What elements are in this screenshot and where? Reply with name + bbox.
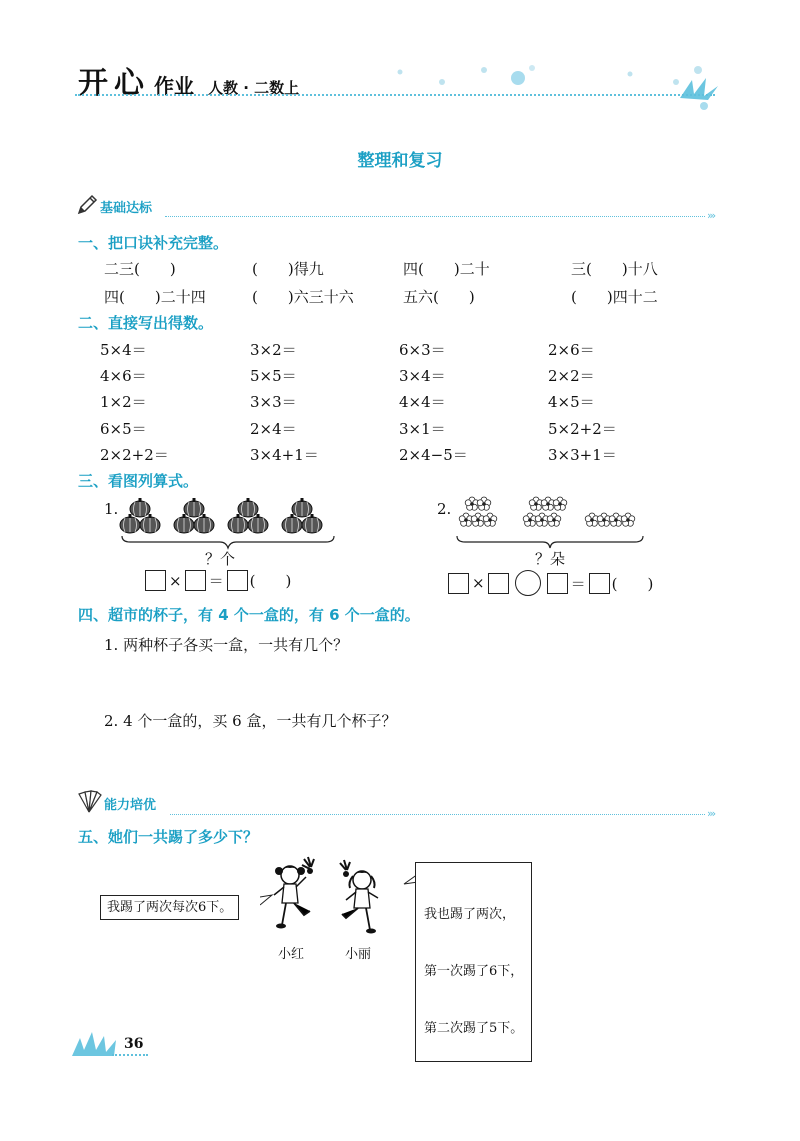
q2-r5-c2: 3×4+1＝ xyxy=(250,446,319,464)
flower-icon xyxy=(477,497,491,510)
pumpkin-icon xyxy=(292,498,312,517)
q2-r3-c4: 4×5＝ xyxy=(548,393,595,411)
flower-icon xyxy=(529,497,543,510)
q1-r1-c3: 四( )二十 xyxy=(403,260,490,278)
pumpkin-icon xyxy=(130,498,150,517)
answer-box[interactable] xyxy=(185,570,206,591)
flower-icon xyxy=(541,497,555,510)
flower-icon xyxy=(547,513,561,526)
answer-box[interactable] xyxy=(589,573,610,594)
q1-r1-c1: 二三( ) xyxy=(104,260,176,278)
q1-r1-c2: ( )得九 xyxy=(252,260,324,278)
flower-icon xyxy=(597,513,611,526)
header-rule xyxy=(75,94,715,96)
q1-r2-c2: ( )六三十六 xyxy=(252,288,354,306)
speech-bubble-right xyxy=(415,862,532,1062)
footer-dots xyxy=(112,1054,148,1056)
bubble-right-line-3: 第二次踢了5下。 xyxy=(424,1021,524,1036)
answer-box[interactable] xyxy=(547,573,568,594)
q2-r1-c3: 6×3＝ xyxy=(399,341,446,359)
section-basic-rule xyxy=(165,216,705,217)
answer-box[interactable] xyxy=(488,573,509,594)
bubble-right-line-1: 我也踢了两次， xyxy=(424,907,516,922)
q2-heading: 二、直接写出得数。 xyxy=(78,314,214,332)
q2-r3-c3: 4×4＝ xyxy=(399,393,446,411)
fan-icon xyxy=(76,790,102,814)
answer-box[interactable] xyxy=(448,573,469,594)
header-subtitle: 人教 · 二数上 xyxy=(208,79,300,97)
q2-r2-c1: 4×6＝ xyxy=(100,367,147,385)
pumpkin-group-illustration xyxy=(118,497,338,537)
girl-xiaohong-illustration xyxy=(268,855,328,935)
q2-r1-c2: 3×2＝ xyxy=(250,341,297,359)
flower-icon xyxy=(471,513,485,526)
name-xiaohong: 小红 xyxy=(278,947,305,962)
page-title: 整理和复习 xyxy=(357,151,443,171)
q3-p1-equation xyxy=(145,570,291,591)
section-basic-arrow-icon: ››› xyxy=(707,209,715,222)
times-sign: × xyxy=(169,571,182,590)
header-bubbles-decoration xyxy=(380,60,730,120)
q5-heading: 五、她们一共踢了多少下？ xyxy=(78,828,259,846)
pumpkin-icon xyxy=(184,498,204,517)
section-advanced-arrow-icon: ››› xyxy=(707,807,715,820)
flower-group-illustration xyxy=(452,494,652,534)
equals-sign: ＝ xyxy=(208,572,224,590)
q3-p1-number: 1. xyxy=(104,500,119,518)
flower-icon xyxy=(553,497,567,510)
flower-icon xyxy=(523,513,537,526)
flower-icon xyxy=(609,513,623,526)
answer-box[interactable] xyxy=(145,570,166,591)
flower-icon xyxy=(459,513,473,526)
q2-r4-c1: 6×5＝ xyxy=(100,420,147,438)
q2-r3-c2: 3×3＝ xyxy=(250,393,297,411)
page-number: 36 xyxy=(124,1036,144,1052)
flower-icon xyxy=(585,513,599,526)
flower-icon xyxy=(535,513,549,526)
q3-p2-question: ？朵 xyxy=(535,550,566,568)
q2-r2-c3: 3×4＝ xyxy=(399,367,446,385)
girl-xiaoli-illustration xyxy=(332,858,392,938)
brand-xin: 心 xyxy=(114,66,144,101)
times-sign: × xyxy=(472,574,485,592)
q3-heading: 三、看图列算式。 xyxy=(78,472,199,490)
speech-bubble-left: 我踢了两次每次6下。 xyxy=(100,895,239,920)
pencil-icon xyxy=(76,193,98,217)
q2-r4-c3: 3×1＝ xyxy=(399,420,446,438)
q3-p2-number: 2. xyxy=(437,500,452,518)
q2-r5-c1: 2×2+2＝ xyxy=(100,446,169,464)
answer-box[interactable] xyxy=(227,570,248,591)
equals-sign: ＝ xyxy=(570,574,586,593)
q4-sub2: 2. 4 个一盒的，买 6 盒，一共有几个杯子？ xyxy=(104,712,397,730)
q2-r4-c4: 5×2+2＝ xyxy=(548,420,617,438)
q2-r1-c4: 2×6＝ xyxy=(548,341,595,359)
q1-heading: 一、把口诀补充完整。 xyxy=(78,234,229,252)
q2-r4-c2: 2×4＝ xyxy=(250,420,297,438)
q4-heading: 四、超市的杯子，有 4 个一盒的，有 6 个一盒的。 xyxy=(78,606,420,624)
q3-p2-equation xyxy=(448,570,653,596)
section-advanced-rule xyxy=(170,814,705,815)
brand-zuoye: 作业 xyxy=(154,74,194,98)
q1-r2-c3: 五六( ) xyxy=(403,288,475,306)
q2-r1-c1: 5×4＝ xyxy=(100,341,147,359)
q2-r2-c2: 5×5＝ xyxy=(250,367,297,385)
bubble-right-line-2: 第一次踢了6下， xyxy=(424,964,524,979)
flower-icon xyxy=(465,497,479,510)
q1-r1-c4: 三( )十八 xyxy=(571,260,658,278)
q2-r5-c4: 3×3+1＝ xyxy=(548,446,617,464)
operator-circle[interactable] xyxy=(515,570,541,596)
q2-r3-c1: 1×2＝ xyxy=(100,393,147,411)
unit-paren[interactable]: ( ) xyxy=(249,572,292,590)
brand-kai: 开 xyxy=(78,66,108,101)
section-advanced-label: 能力培优 xyxy=(104,798,157,813)
q3-p1-question: ？个 xyxy=(205,550,236,568)
name-xiaoli: 小丽 xyxy=(345,947,372,962)
q1-r2-c4: ( )四十二 xyxy=(571,288,658,306)
unit-paren[interactable]: ( ) xyxy=(611,574,654,593)
q4-sub1: 1. 两种杯子各买一盒，一共有几个？ xyxy=(104,636,349,654)
q2-r2-c4: 2×2＝ xyxy=(548,367,595,385)
pumpkin-icon xyxy=(238,498,258,517)
q1-r2-c1: 四( )二十四 xyxy=(104,288,206,306)
flower-icon xyxy=(621,513,635,526)
section-basic-label: 基础达标 xyxy=(100,201,153,216)
flower-icon xyxy=(483,513,497,526)
q2-r5-c3: 2×4−5＝ xyxy=(399,446,468,464)
